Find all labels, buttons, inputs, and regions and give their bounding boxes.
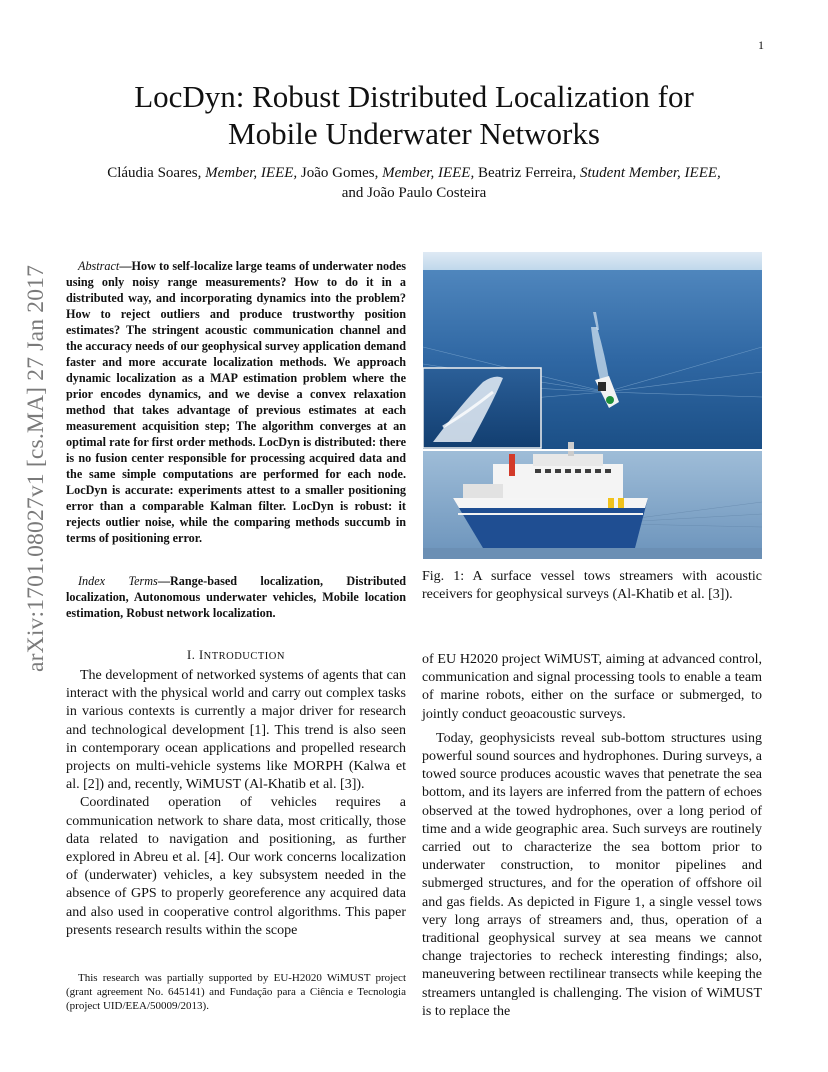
- section-numeral: I.: [187, 648, 199, 662]
- intro-right-paragraph-2: Today, geophysicists reveal sub-bottom structures using powerful sound sources and hydrophones. During surveys, a towed source produces acoustic waves that penetrate the sea bottom, and its layers are inferred from the pattern of echoes observed at the towed hydrophones, over a long period of time and a wide geographic area. Such surveys are routinely carried out to characterize the sea bottom prior to underwater construction, to monitor pipelines and submerged structures, and for the operation of offshore oil and gas fields. As depicted in Figure 1, a single vessel tows very long arrays of streamers and, thus, operation of a traditional geophysical survey at sea means we cannot change trajectories to recheck interesting findings; also, maneuvering between rectilinear transects while keeping the streamers untangled is challenging. The vision of WiMUST is to replace the: [422, 730, 762, 1019]
- funding-footnote: [66, 971, 406, 1013]
- introduction-right-column: [422, 651, 762, 1021]
- author-list: [60, 163, 768, 203]
- arxiv-stamp-container: [20, 264, 52, 672]
- abstract-text: —How to self-localize large teams of underwater nodes using only noisy range measurements? How to do it in a distributed way, and incorporating dynamics into the problem? How to reject outliers and produce trustworthy position estimates? The stringent acoustic communication channel and the accuracy needs of our geophysical survey application demand faster and more accurate localization methods. We approach dynamic localization as a MAP estimation problem where the prior encodes dynamics, and we devise a convex relaxation method that takes advantage of previous estimates at each measurement acquisition step; The algorithm converges at an optimal rate for first order methods. LocDyn is distributed: there is no fusion center responsible for processing acquired data and the same simple computations are performed for each node. LocDyn is accurate: experiments attest to a smaller positioning error than a comparable Kalman filter. LocDyn is robust: it rejects outlier noise, while the comparing methods succumb in terms of positioning error.: [66, 259, 406, 545]
- abstract: [66, 258, 406, 546]
- author-1-name: Cláudia Soares,: [107, 165, 202, 181]
- paper-title: [0, 78, 828, 152]
- author-2-role: Member, IEEE,: [382, 165, 475, 181]
- index-terms: [66, 573, 406, 621]
- author-2-name: João Gomes,: [300, 165, 379, 181]
- author-1-role: Member, IEEE,: [205, 165, 298, 181]
- introduction-left-column: [66, 667, 406, 940]
- vessel-closeup-scene: [423, 442, 762, 559]
- section-heading-introduction: [66, 648, 406, 663]
- abstract-lead: Abstract: [78, 259, 120, 273]
- index-terms-text: —Range-based localization, Distributed localization, Autonomous underwater vehicles, Mobile location estimation, Robust network localization.: [66, 574, 407, 620]
- arxiv-stamp: arXiv:1701.08027v1 [cs.MA] 27 Jan 2017: [23, 264, 49, 672]
- figure-1-composite: [423, 252, 762, 559]
- footnote-text: This research was partially supported by EU-H2020 WiMUST project (grant agreement No. 645141) and Fundação para a Ciência e Tecnologia (project UID/EEA/50009/2013).: [66, 972, 406, 1012]
- title-line-1: LocDyn: Robust Distributed Localization for: [134, 79, 694, 114]
- index-terms-lead: Index Terms: [78, 574, 158, 588]
- author-4-line: and João Paulo Costeira: [341, 185, 487, 201]
- aerial-sea-scene: [423, 252, 762, 450]
- title-line-2: Mobile Underwater Networks: [228, 116, 600, 151]
- page-number: 1: [758, 38, 764, 52]
- author-3-role: Student Member, IEEE,: [580, 165, 721, 181]
- intro-paragraph-1: The development of networked systems of agents that can interact with the physical world and carry out complex tasks in various contexts is currently a major driver for research and technological development [1]. This trend is also seen in contemporary ocean applications and propelled research projects on multi-vehicle systems like MORPH (Kalwa et al. [2]) and, recently, WiMUST (Al-Khatib et al. [3]).: [66, 668, 406, 793]
- intro-right-paragraph-1: of EU H2020 project WiMUST, aiming at advanced control, communication and signal processing tools to enable a team of marine robots, either on the surface or submerged, to jointly conduct geoacoustic surveys.: [422, 652, 762, 722]
- section-title-initial: I: [198, 648, 204, 662]
- figure-1-photo: [423, 252, 762, 559]
- author-3-name: Beatriz Ferreira,: [477, 165, 577, 181]
- intro-paragraph-2: Coordinated operation of vehicles requires a communication network to share data, most critically, those data related to navigation and positioning, as further explored in Abreu et al. [4]. Our work concerns localization of (underwater) vehicles, a key subsystem needed in the absence of GPS to properly georeference any acquired data and also used in cooperative control algorithms. This paper presents research results within the scope: [66, 795, 406, 938]
- section-title-rest: NTRODUCTION: [203, 651, 285, 662]
- figure-1-caption: Fig. 1: A surface vessel tows streamers with acoustic receivers for geophysical surveys (Al-Khatib et al. [3]).: [422, 569, 762, 603]
